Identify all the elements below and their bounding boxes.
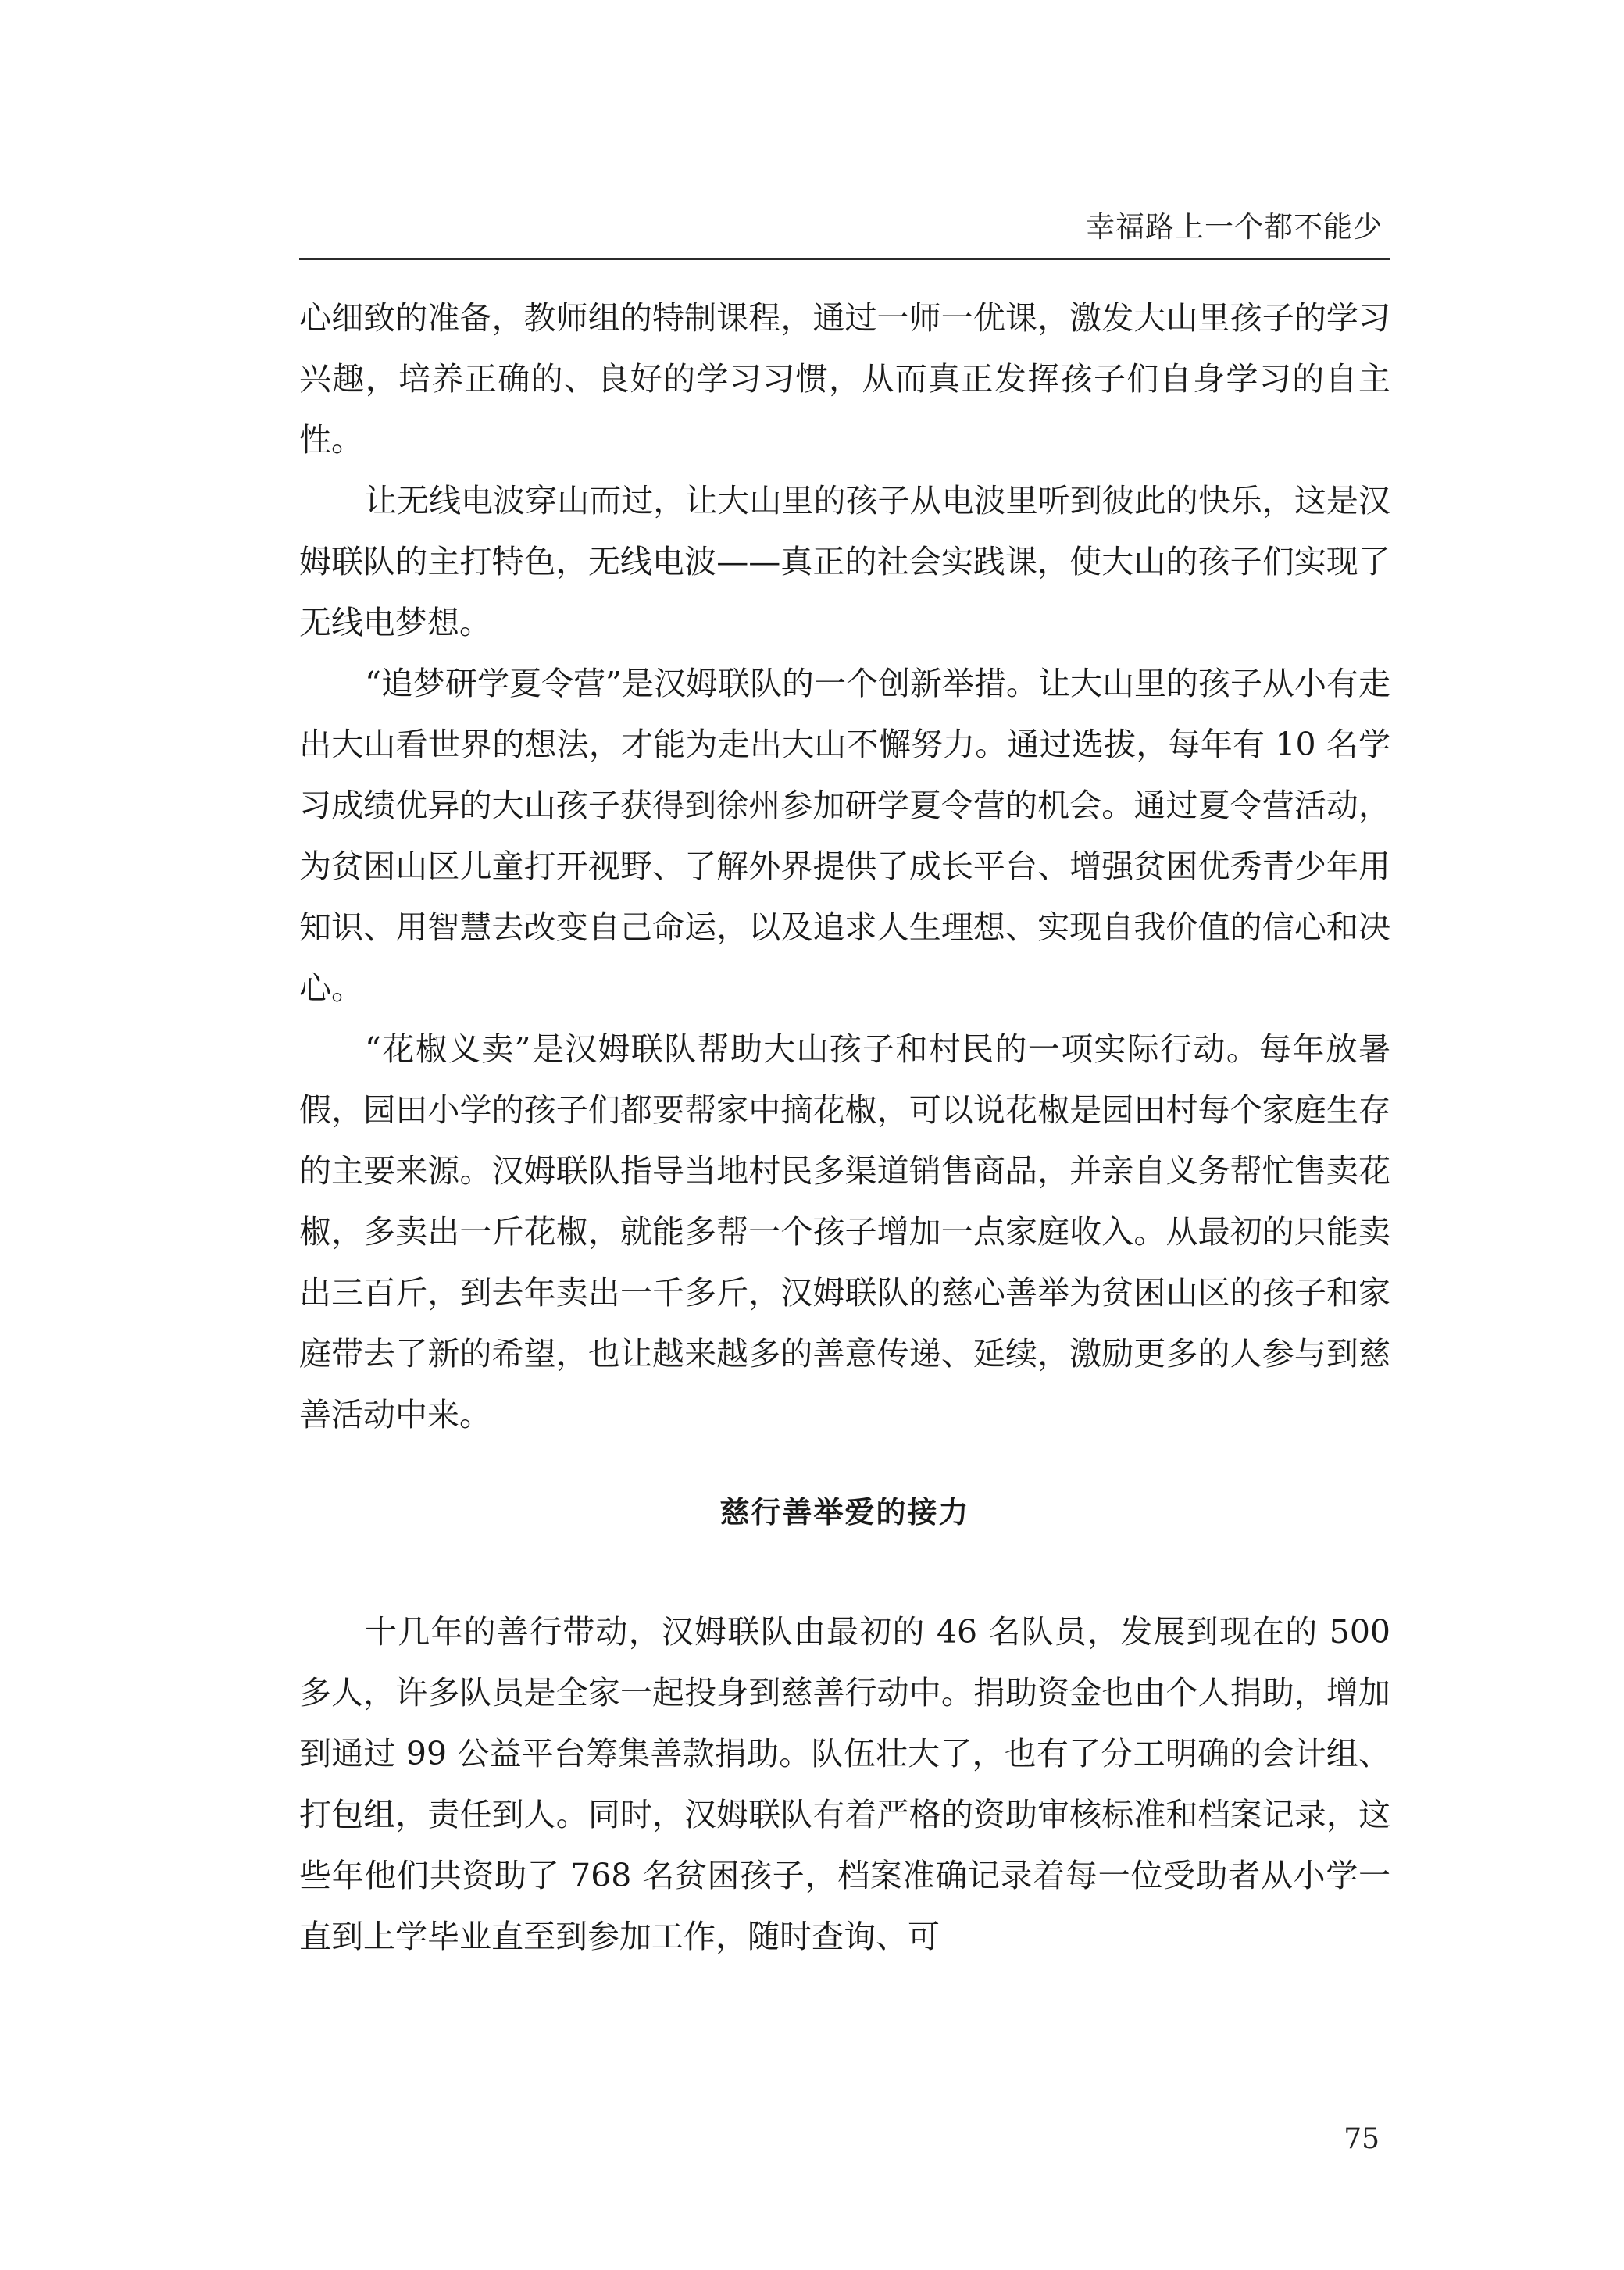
paragraph: 让无线电波穿山而过，让大山里的孩子从电波里听到彼此的快乐，这是汉姆联队的主打特色，无线电波——真正的社会实践课，使大山的孩子们实现了无线电梦想。: [299, 482, 1390, 641]
running-header-title: 幸福路上一个都不能少: [1086, 210, 1383, 244]
paragraph-continued: 心细致的准备，教师组的特制课程，通过一师一优课，激发大山里孩子的学习兴趣，培养正确的、良好的学习习惯，从而真正发挥孩子们自身学习的自主性。: [299, 299, 1390, 459]
section-heading: 慈行善举爱的接力: [719, 1495, 970, 1529]
paragraph: 十几年的善行带动，汉姆联队由最初的 46 名队员，发展到现在的 500 多人，许多队员是全家一起投身到慈善行动中。捐助资金也由个人捐助，增加到通过 99 公益平台筹集善款捐助。队伍壮大了，也有了分工明确的会计组、打包组，责任到人。同时，汉姆联队有着严格的资助审核标准和档案记录，这些年他们共资助了 768 名贫困孩子，档案准确记录着每一位受助者从小学一直到上学毕业直至到参加工作，随时查询、可: [299, 1613, 1390, 1955]
running-header: [299, 189, 1390, 260]
body-text-upper: [299, 287, 1390, 1445]
page-number: 75: [1344, 2123, 1380, 2155]
paragraph: “花椒义卖”是汉姆联队帮助大山孩子和村民的一项实际行动。每年放暑假，园田小学的孩子们都要帮家中摘花椒，可以说花椒是园田村每个家庭生存的主要来源。汉姆联队指导当地村民多渠道销售商品，并亲自义务帮忙售卖花椒，多卖出一斤花椒，就能多帮一个孩子增加一点家庭收入。从最初的只能卖出三百斤，到去年卖出一千多斤，汉姆联队的慈心善举为贫困山区的孩子和家庭带去了新的希望，也让越来越多的善意传递、延续，激励更多的人参与到慈善活动中来。: [299, 1030, 1390, 1433]
body-text-lower: [299, 1601, 1390, 1967]
paragraph: “追梦研学夏令营”是汉姆联队的一个创新举措。让大山里的孩子从小有走出大山看世界的想法，才能为走出大山不懈努力。通过选拔，每年有 10 名学习成绩优异的大山孩子获得到徐州参加研学夏令营的机会。通过夏令营活动，为贫困山区儿童打开视野、了解外界提供了成长平台、增强贫困优秀青少年用知识、用智慧去改变自己命运，以及追求人生理想、实现自我价值的信心和决心。: [299, 665, 1390, 1007]
